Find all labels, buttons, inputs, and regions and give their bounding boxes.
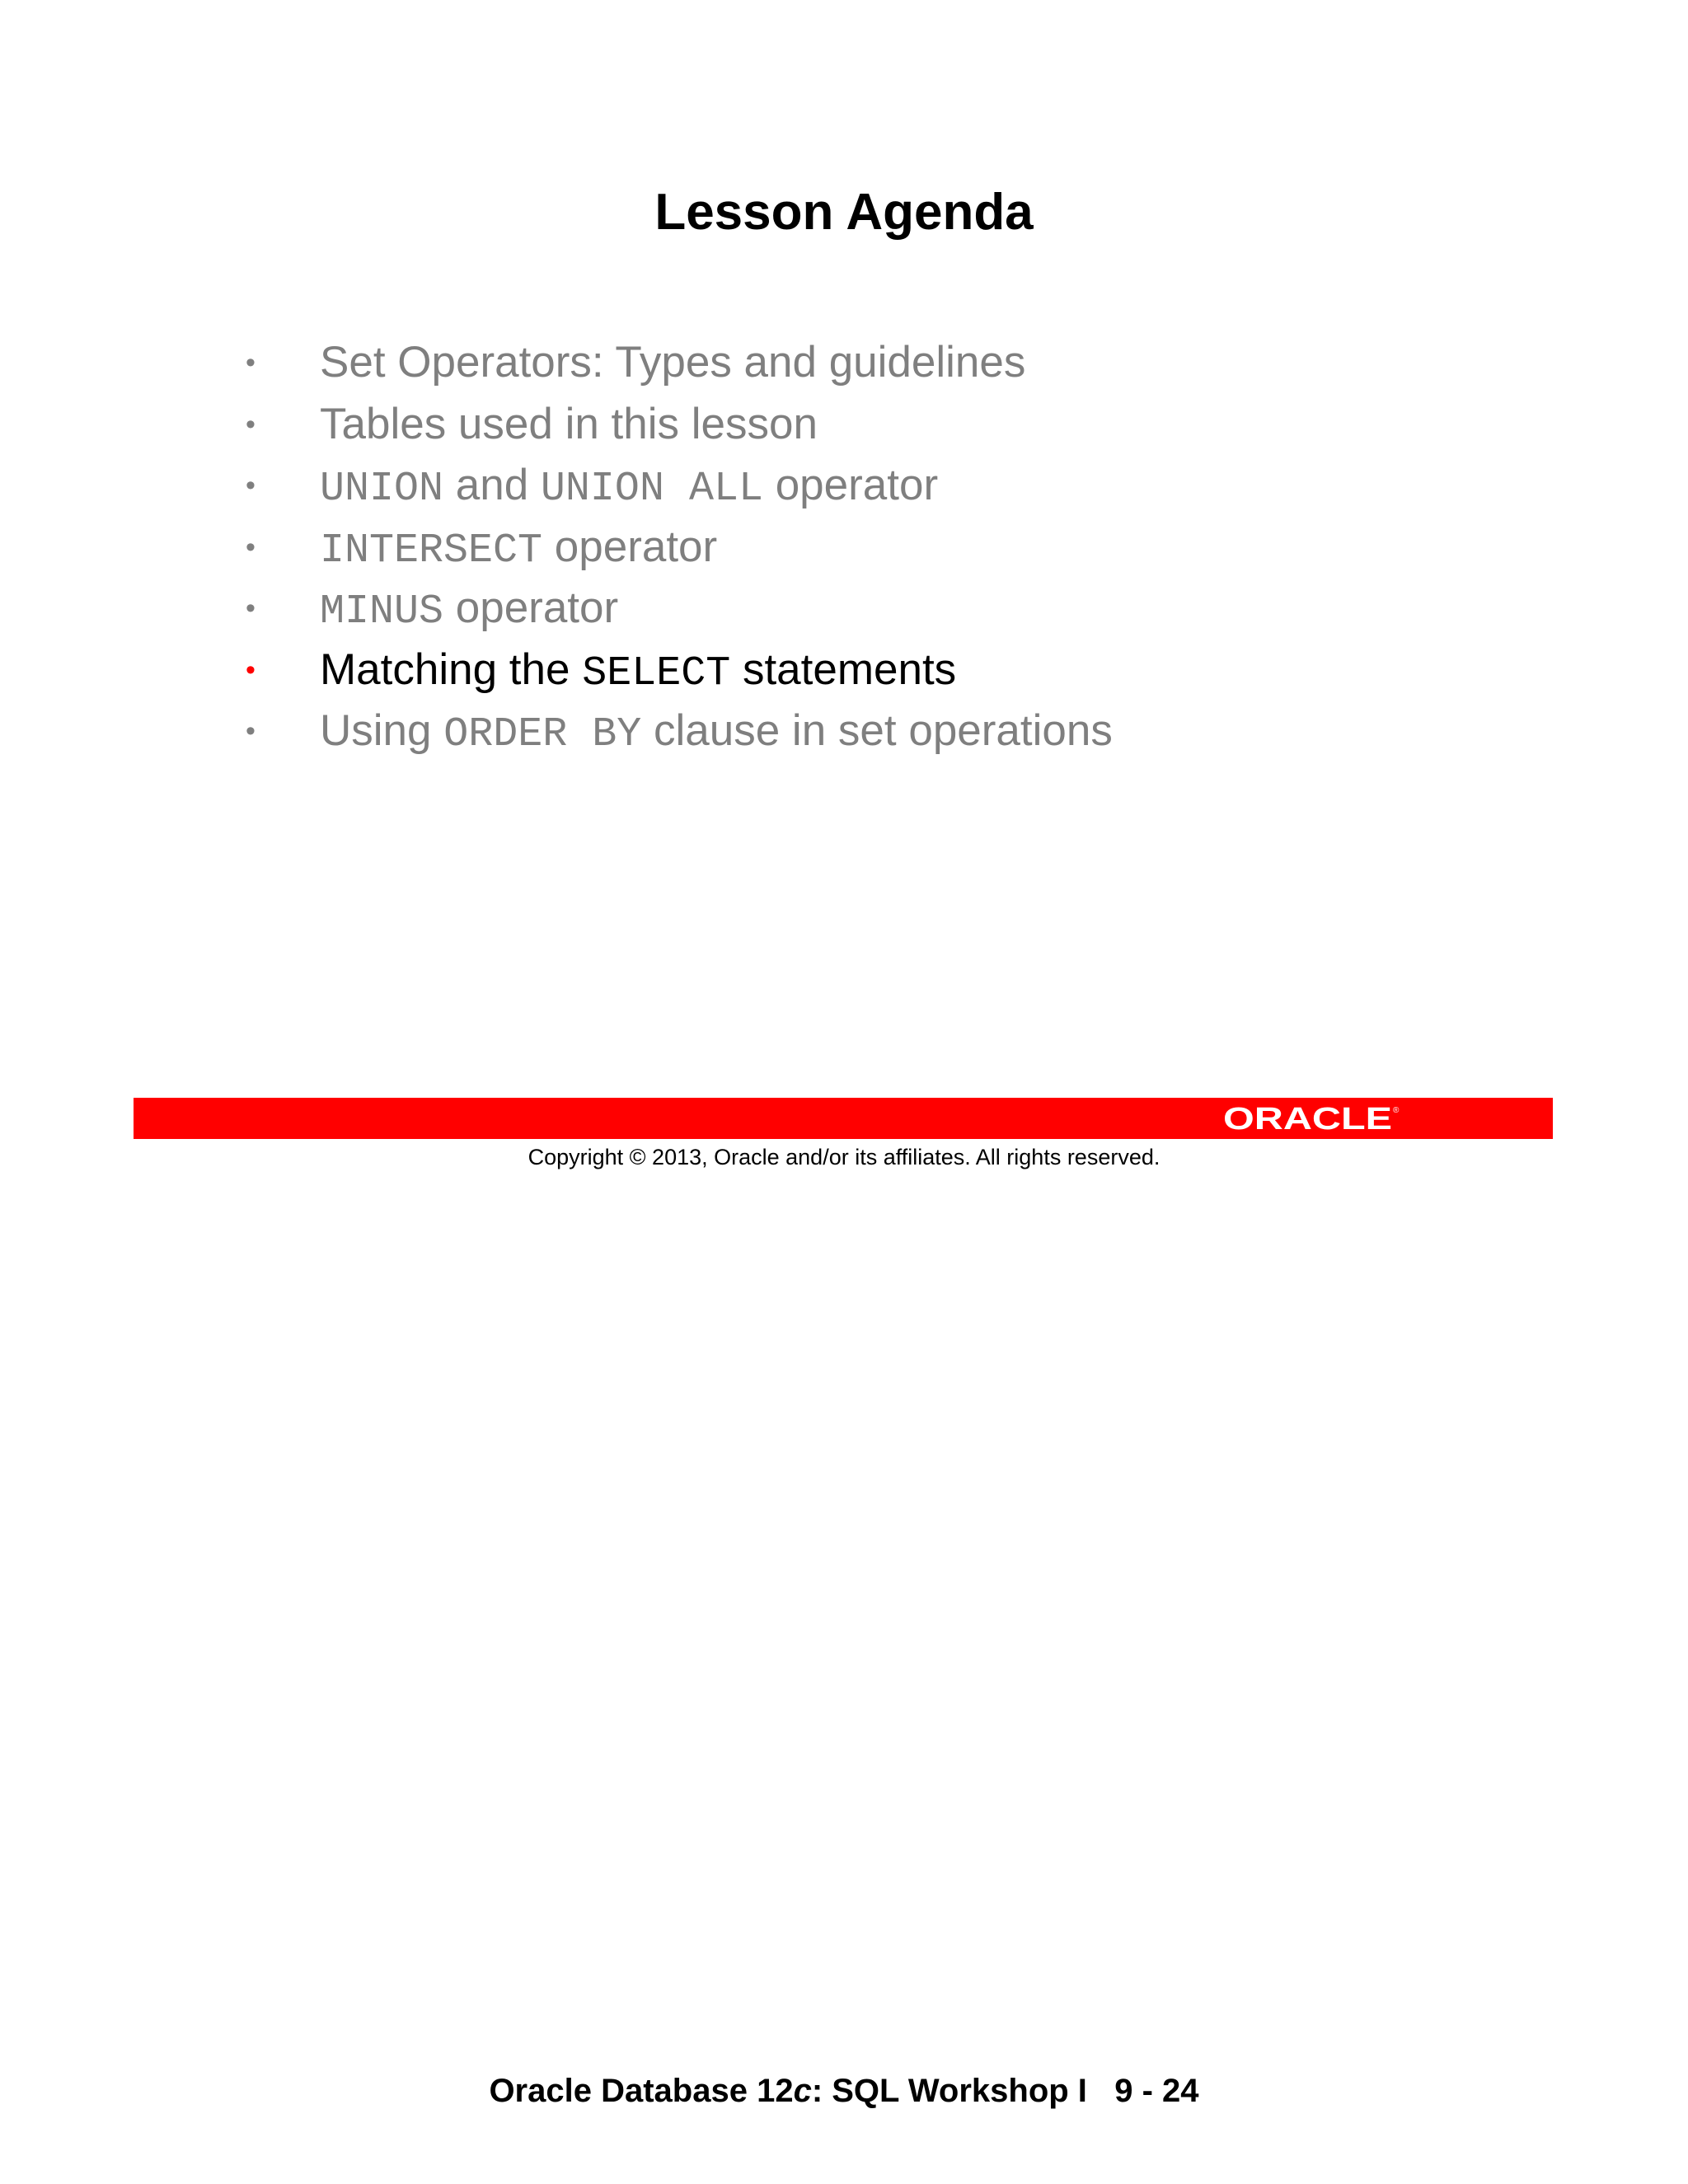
agenda-item-text <box>320 518 717 581</box>
agenda-item <box>0 395 1688 454</box>
agenda-text-segment: statements <box>730 645 957 694</box>
code-keyword: INTERSECT <box>320 527 543 574</box>
oracle-logo-icon <box>1223 1101 1404 1136</box>
bullet-icon: • <box>246 532 256 563</box>
agenda-item <box>0 579 1688 638</box>
agenda-item <box>0 518 1688 577</box>
agenda-text-segment: operator <box>762 461 939 509</box>
oracle-logo <box>1223 1101 1404 1136</box>
bullet-icon: • <box>246 470 256 501</box>
code-keyword: UNION ALL <box>540 466 763 513</box>
code-keyword: ORDER BY <box>443 711 642 758</box>
agenda-item-text <box>320 333 1025 392</box>
bullet-icon: • <box>246 715 256 747</box>
oracle-brand-bar <box>134 1098 1553 1139</box>
agenda-text-segment: clause in set operations <box>641 706 1113 755</box>
agenda-text-segment: Tables used in this lesson <box>320 400 818 448</box>
page-title: Lesson Agenda <box>654 184 1034 241</box>
agenda-item <box>0 640 1688 700</box>
page-footer <box>0 2069 1688 2113</box>
agenda-text-segment: operator <box>443 583 619 632</box>
agenda-item-text <box>320 456 938 519</box>
agenda-text-segment: operator <box>542 523 718 571</box>
code-keyword: SELECT <box>582 650 731 697</box>
bullet-icon: • <box>246 409 256 440</box>
agenda-item <box>0 701 1688 761</box>
footer-version-suffix: c <box>793 2073 812 2109</box>
agenda-text-segment: Matching the <box>320 645 583 694</box>
copyright-text: Copyright © 2013, Oracle and/or its affiliates. All rights reserved. <box>528 1145 1160 1169</box>
code-keyword: MINUS <box>320 588 444 635</box>
agenda-text-segment: Using <box>320 706 444 755</box>
agenda-item-text <box>320 701 1113 765</box>
footer-page-number: : SQL Workshop I 9 - 24 <box>811 2073 1199 2109</box>
code-keyword: UNION <box>320 466 444 513</box>
agenda-item-text <box>320 395 818 454</box>
agenda-item-text <box>320 579 618 642</box>
footer-course-title: Oracle Database 12 <box>489 2073 794 2109</box>
agenda-item <box>0 333 1688 392</box>
agenda-text-segment: and <box>443 461 541 509</box>
bullet-icon: • <box>246 654 256 686</box>
bullet-icon: • <box>246 347 256 378</box>
oracle-logo-text: ORACLE <box>1223 1102 1392 1136</box>
agenda-text-segment: Set Operators: Types and guidelines <box>320 338 1026 387</box>
svg-text:®: ® <box>1393 1106 1400 1115</box>
bullet-icon: • <box>246 593 256 624</box>
agenda-item <box>0 456 1688 515</box>
agenda-item-text <box>320 640 956 704</box>
